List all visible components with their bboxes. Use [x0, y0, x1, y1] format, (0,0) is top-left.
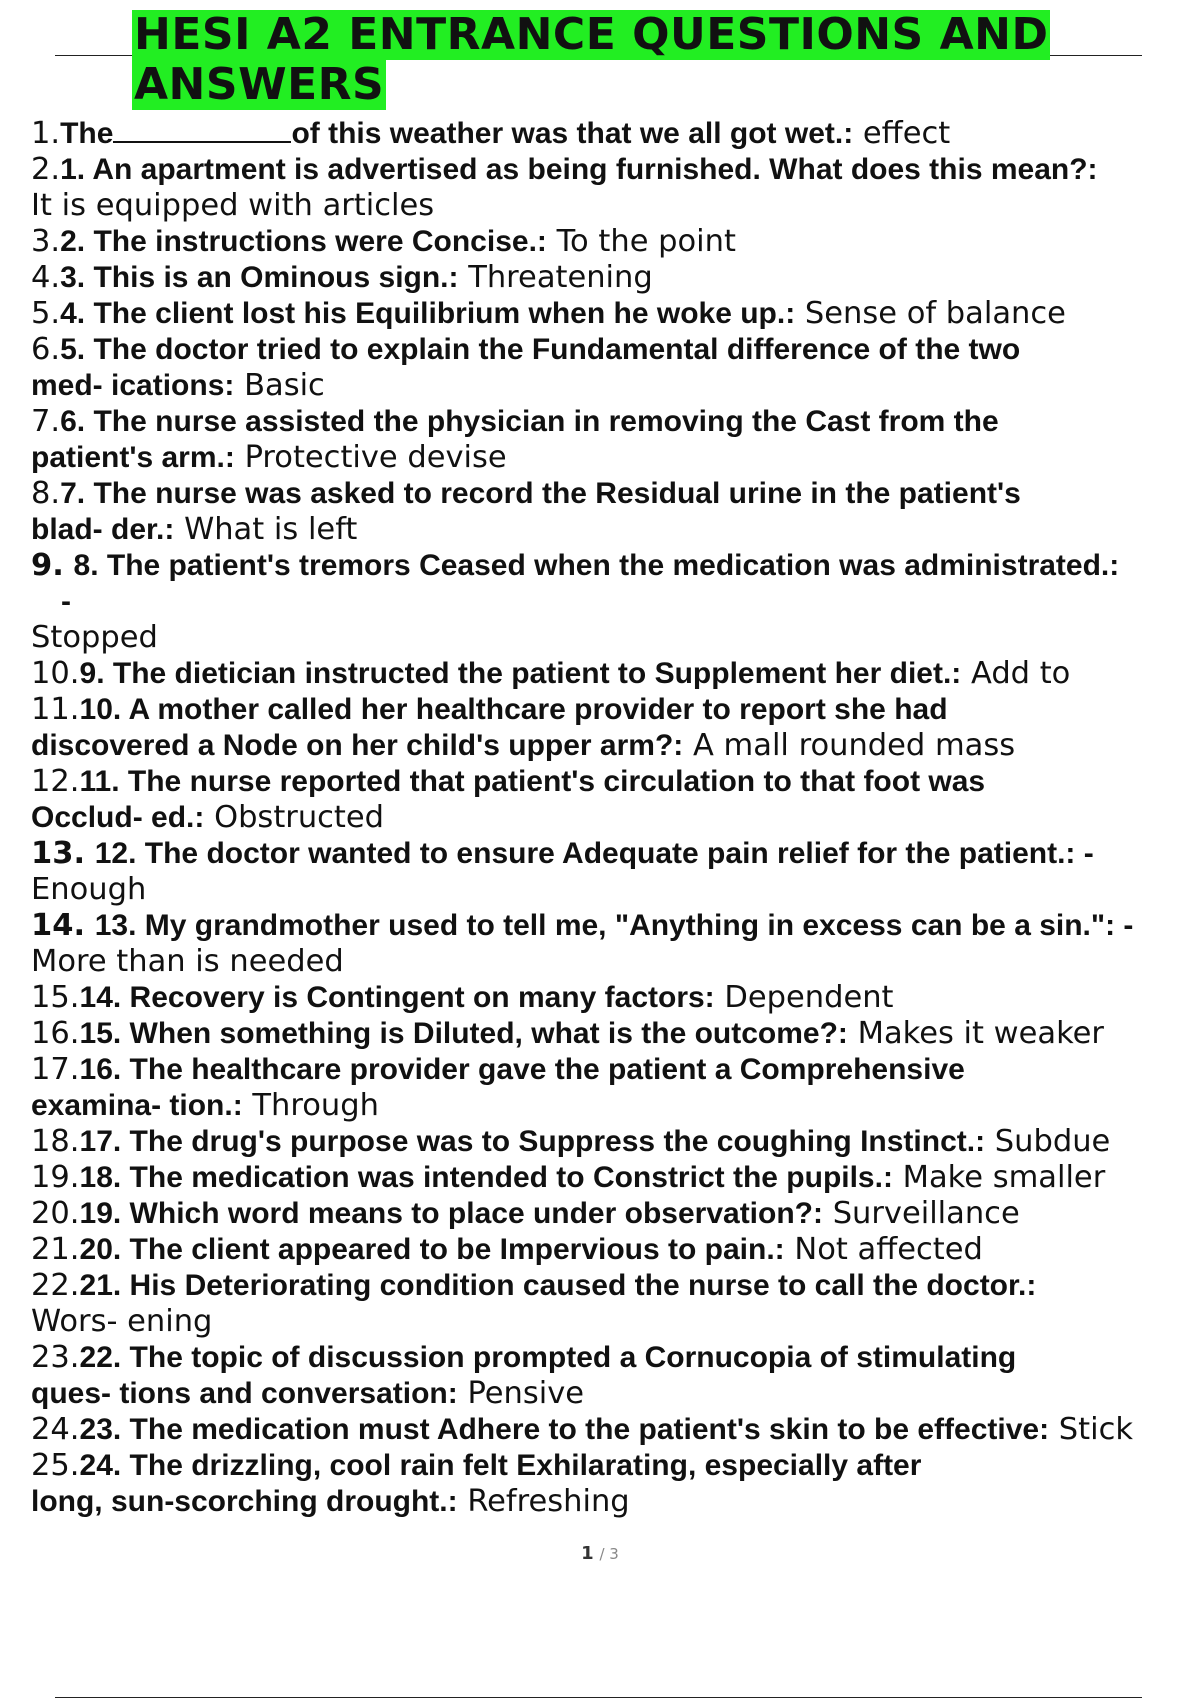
qa-item	[31, 908, 1200, 980]
qa-line	[31, 1376, 1200, 1412]
question-text: 15. When something is Diluted, what is the outcome?:	[79, 1017, 848, 1050]
page-indicator	[0, 1543, 1200, 1564]
item-number: 6.	[31, 332, 61, 367]
question-text: 24. The drizzling, cool rain felt Exhilarating, especially after	[79, 1449, 922, 1482]
answer-text: Stopped	[31, 620, 158, 655]
title-line: ANSWERS	[134, 59, 385, 110]
page-title	[132, 10, 1050, 110]
qa-item	[31, 1124, 1200, 1160]
answer-text: Not affected	[794, 1232, 983, 1267]
item-number: 23.	[31, 1340, 80, 1375]
item-number: 10.	[31, 656, 80, 691]
question-text: of this weather was that we all got wet.:	[291, 117, 854, 150]
qa-line	[31, 908, 1200, 944]
question-text: The	[60, 117, 114, 150]
qa-item	[31, 656, 1200, 692]
question-text: 3. This is an Ominous sign.:	[60, 261, 459, 294]
qa-line	[31, 800, 1200, 836]
answer-text: Through	[252, 1088, 379, 1123]
qa-line	[31, 944, 1200, 980]
item-number: 19.	[31, 1160, 80, 1195]
answer-text: Threatening	[468, 260, 653, 295]
question-text: 11. The nurse reported that patient's circulation to that foot was	[79, 765, 986, 798]
answer-text: Basic	[244, 368, 325, 403]
item-number: 7.	[31, 404, 61, 439]
item-number: 8.	[31, 476, 61, 511]
qa-line	[31, 1232, 1200, 1268]
question-text: 14. Recovery is Contingent on many factors:	[79, 981, 715, 1014]
qa-line	[31, 296, 1200, 332]
qa-line	[31, 1340, 1200, 1376]
qa-item	[31, 692, 1200, 764]
qa-line	[31, 872, 1200, 908]
question-text: discovered a Node on her child's upper arm?:	[31, 729, 684, 762]
qa-line	[31, 512, 1200, 548]
qa-line	[31, 332, 1200, 368]
answer-text: To the point	[556, 224, 736, 259]
answer-text: Pensive	[467, 1376, 585, 1411]
question-text: 9. The dietician instructed the patient to Supplement her diet.:	[79, 657, 962, 690]
qa-line	[31, 656, 1200, 692]
qa-line	[31, 1160, 1200, 1196]
header-rule-right	[1038, 55, 1142, 56]
question-text: 8. The patient's tremors Ceased when the medication was administrated.:	[73, 549, 1120, 582]
question-text: 18. The medication was intended to Constrict the pupils.:	[79, 1161, 893, 1194]
qa-line	[31, 1016, 1200, 1052]
question-text: 20. The client appeared to be Impervious to pain.:	[79, 1233, 785, 1266]
answer-text: effect	[862, 116, 951, 151]
item-number: 20.	[31, 1196, 80, 1231]
qa-item	[31, 1448, 1200, 1520]
qa-item	[31, 1412, 1200, 1448]
question-text: Occlud- ed.:	[31, 801, 205, 834]
answer-text: Surveillance	[832, 1196, 1020, 1231]
question-text: med- ications:	[31, 369, 235, 402]
qa-line	[31, 1088, 1200, 1124]
page-current: 1	[581, 1543, 594, 1564]
qa-line	[31, 440, 1200, 476]
question-text: 13. My grandmother used to tell me, "Anything in excess can be a sin.": -	[94, 909, 1134, 942]
qa-line	[31, 404, 1200, 440]
qa-line	[31, 1124, 1200, 1160]
item-number: 5.	[31, 296, 61, 331]
qa-item	[31, 1232, 1200, 1268]
item-number: 9.	[31, 548, 64, 583]
qa-item	[31, 332, 1200, 404]
qa-item	[31, 1268, 1200, 1340]
qa-item	[31, 764, 1200, 836]
qa-line	[31, 548, 1200, 584]
qa-item	[31, 404, 1200, 476]
qa-line	[31, 1304, 1200, 1340]
question-text: 17. The drug's purpose was to Suppress the coughing Instinct.:	[79, 1125, 986, 1158]
qa-line	[31, 188, 1200, 224]
qa-line	[31, 1052, 1200, 1088]
title-line: HESI A2 ENTRANCE QUESTIONS AND	[134, 9, 1049, 60]
question-text: 5. The doctor tried to explain the Fundamental difference of the two	[60, 333, 1021, 366]
item-number: 11.	[31, 692, 80, 727]
item-number: 1.	[31, 116, 61, 151]
footer-rule	[55, 1697, 1142, 1698]
question-text: blad- der.:	[31, 513, 175, 546]
qa-line	[31, 116, 1200, 152]
answer-text: Subdue	[994, 1124, 1111, 1159]
answer-text: A mall rounded mass	[692, 728, 1016, 763]
qa-line	[31, 692, 1200, 728]
answer-text: Obstructed	[214, 800, 385, 835]
qa-item	[31, 296, 1200, 332]
qa-line	[31, 620, 1200, 656]
qa-item	[31, 224, 1200, 260]
qa-line	[31, 980, 1200, 1016]
answer-text: Enough	[31, 872, 147, 907]
question-text: 6. The nurse assisted the physician in removing the Cast from the	[60, 405, 999, 438]
item-number: 14.	[31, 908, 86, 943]
qa-item	[31, 980, 1200, 1016]
qa-line	[31, 224, 1200, 260]
item-number: 21.	[31, 1232, 80, 1267]
qa-line	[31, 1484, 1200, 1520]
qa-line	[31, 1196, 1200, 1232]
answer-text: Makes it weaker	[857, 1016, 1104, 1051]
question-text: -	[61, 585, 71, 618]
qa-item	[31, 836, 1200, 908]
item-number: 25.	[31, 1448, 80, 1483]
qa-item	[31, 116, 1200, 152]
question-text: 21. His Deteriorating condition caused the nurse to call the doctor.:	[79, 1269, 1037, 1302]
question-text: long, sun-scorching drought.:	[31, 1485, 458, 1518]
answer-text: Make smaller	[902, 1160, 1106, 1195]
qa-item	[31, 548, 1200, 656]
answer-text: Protective devise	[244, 440, 507, 475]
qa-line	[31, 1448, 1200, 1484]
question-text: examina- tion.:	[31, 1089, 243, 1122]
question-text: 16. The healthcare provider gave the patient a Comprehensive	[79, 1053, 965, 1086]
qa-item	[31, 152, 1200, 224]
qa-line	[31, 260, 1200, 296]
answer-text: Stick	[1058, 1412, 1134, 1447]
question-text: 4. The client lost his Equilibrium when he woke up.:	[60, 297, 796, 330]
answer-blank	[113, 117, 291, 143]
qa-line	[31, 728, 1200, 764]
qa-line	[31, 836, 1200, 872]
qa-line	[31, 584, 1200, 620]
question-text: 10. A mother called her healthcare provider to report she had	[79, 693, 948, 726]
answer-text: Wors- ening	[31, 1304, 213, 1339]
item-number: 16.	[31, 1016, 80, 1051]
answer-text: What is left	[184, 512, 358, 547]
qa-line	[31, 152, 1200, 188]
item-number: 13.	[31, 836, 86, 871]
qa-line	[31, 368, 1200, 404]
question-text: ques- tions and conversation:	[31, 1377, 458, 1410]
answer-text: Sense of balance	[804, 296, 1066, 331]
item-number: 15.	[31, 980, 80, 1015]
question-text: 19. Which word means to place under observation?:	[79, 1197, 823, 1230]
qa-item	[31, 1016, 1200, 1052]
answer-text: Dependent	[724, 980, 894, 1015]
item-number: 24.	[31, 1412, 80, 1447]
item-number: 22.	[31, 1268, 80, 1303]
item-number: 3.	[31, 224, 61, 259]
page-total: / 3	[599, 1545, 619, 1563]
question-text: 23. The medication must Adhere to the patient's skin to be effective:	[79, 1413, 1050, 1446]
qa-item	[31, 1196, 1200, 1232]
question-text: 22. The topic of discussion prompted a Cornucopia of stimulating	[79, 1341, 1017, 1374]
item-number: 4.	[31, 260, 61, 295]
item-number: 18.	[31, 1124, 80, 1159]
item-number: 17.	[31, 1052, 80, 1087]
qa-item	[31, 260, 1200, 296]
qa-line	[31, 1412, 1200, 1448]
item-number: 2.	[31, 152, 61, 187]
item-number: 12.	[31, 764, 80, 799]
question-text: patient's arm.:	[31, 441, 235, 474]
question-text: 2. The instructions were Concise.:	[60, 225, 547, 258]
qa-item	[31, 476, 1200, 548]
question-text: 7. The nurse was asked to record the Residual urine in the patient's	[60, 477, 1021, 510]
answer-text: More than is needed	[31, 944, 344, 979]
qa-item	[31, 1340, 1200, 1412]
qa-item	[31, 1160, 1200, 1196]
question-answer-list	[31, 116, 1200, 1520]
qa-line	[31, 764, 1200, 800]
qa-item	[31, 1052, 1200, 1124]
question-text: 12. The doctor wanted to ensure Adequate pain relief for the patient.: -	[94, 837, 1094, 870]
answer-text: Add to	[970, 656, 1071, 691]
qa-line	[31, 476, 1200, 512]
header-rule-left	[55, 55, 133, 56]
question-text: 1. An apartment is advertised as being furnished. What does this mean?:	[60, 153, 1098, 186]
answer-text: Refreshing	[467, 1484, 630, 1519]
answer-text: It is equipped with articles	[31, 188, 435, 223]
qa-line	[31, 1268, 1200, 1304]
